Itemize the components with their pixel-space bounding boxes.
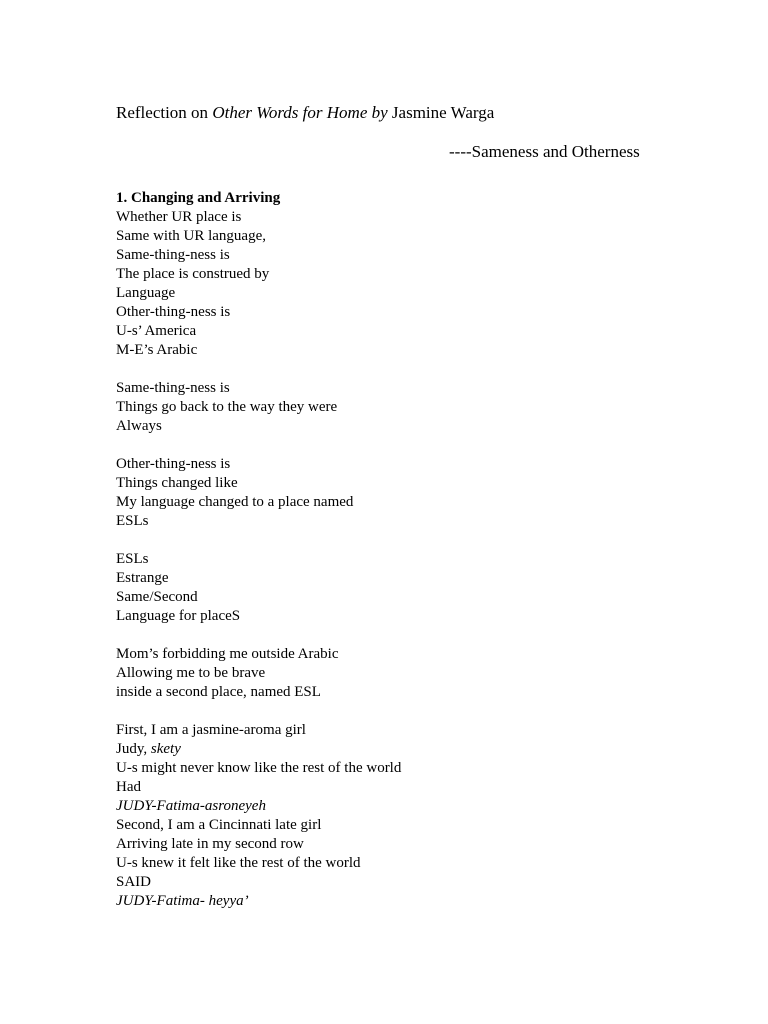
title-by: by (367, 103, 388, 122)
judy-prefix: Judy, (116, 741, 151, 757)
poem-line: ESLs (116, 513, 149, 529)
poem-line: M-E’s Arabic (116, 342, 198, 358)
poem-line: Mom’s forbidding me outside Arabic (116, 646, 339, 662)
stanza-4 (116, 550, 676, 626)
poem-line: Always (116, 418, 162, 434)
document-title (116, 102, 494, 124)
stanza-6 (116, 721, 676, 911)
poem-line: The place is construed by (116, 266, 270, 282)
book-title: Other Words for Home (212, 103, 368, 122)
poem-line: Second, I am a Cincinnati late girl (116, 817, 322, 833)
poem-line: U-s might never know like the rest of the world (116, 760, 402, 776)
poem-body (116, 189, 676, 911)
poem-line: Other-thing-ness is (116, 456, 231, 472)
poem-line: Things changed like (116, 475, 238, 491)
stanza-gap (116, 702, 676, 721)
poem-line: Things go back to the way they were (116, 399, 338, 415)
poem-line: ESLs (116, 551, 149, 567)
poem-line: Other-thing-ness is (116, 304, 231, 320)
poem-line: Arriving late in my second row (116, 836, 304, 852)
stanza-gap (116, 531, 676, 550)
stanza-gap (116, 626, 676, 645)
poem-line: Same-thing-ness is (116, 380, 230, 396)
poem-line: Estrange (116, 570, 169, 586)
stanza-3 (116, 455, 676, 531)
poem-line: U-s knew it felt like the rest of the world (116, 855, 361, 871)
stanza-1 (116, 208, 676, 360)
poem-line: First, I am a jasmine-aroma girl (116, 722, 306, 738)
poem-line: Had (116, 779, 141, 795)
poem-line: Same-thing-ness is (116, 247, 230, 263)
poem-line: Allowing me to be brave (116, 665, 266, 681)
document-subtitle: ----Sameness and Otherness (449, 142, 640, 161)
poem-line: Language (116, 285, 176, 301)
poem-line: JUDY-Fatima- heyya’ (116, 893, 249, 909)
poem-line (116, 740, 676, 759)
stanza-gap (116, 436, 676, 455)
skety-word: skety (150, 741, 181, 757)
stanza-gap (116, 360, 676, 379)
author-name: Jasmine Warga (387, 103, 495, 122)
title-prefix: Reflection on (116, 103, 213, 122)
poem-line: Same/Second (116, 589, 198, 605)
poem-line: SAID (116, 874, 152, 890)
poem-line: JUDY-Fatima-asroneyeh (116, 798, 266, 814)
stanza-5 (116, 645, 676, 702)
poem-line: U-s’ America (116, 323, 197, 339)
stanza-2 (116, 379, 676, 436)
poem-line: My language changed to a place named (116, 494, 354, 510)
section-heading: 1. Changing and Arriving (116, 190, 281, 206)
poem-line: Same with UR language, (116, 228, 266, 244)
poem-line: inside a second place, named ESL (116, 684, 321, 700)
poem-line: Language for placeS (116, 608, 241, 624)
poem-line: Whether UR place is (116, 209, 242, 225)
